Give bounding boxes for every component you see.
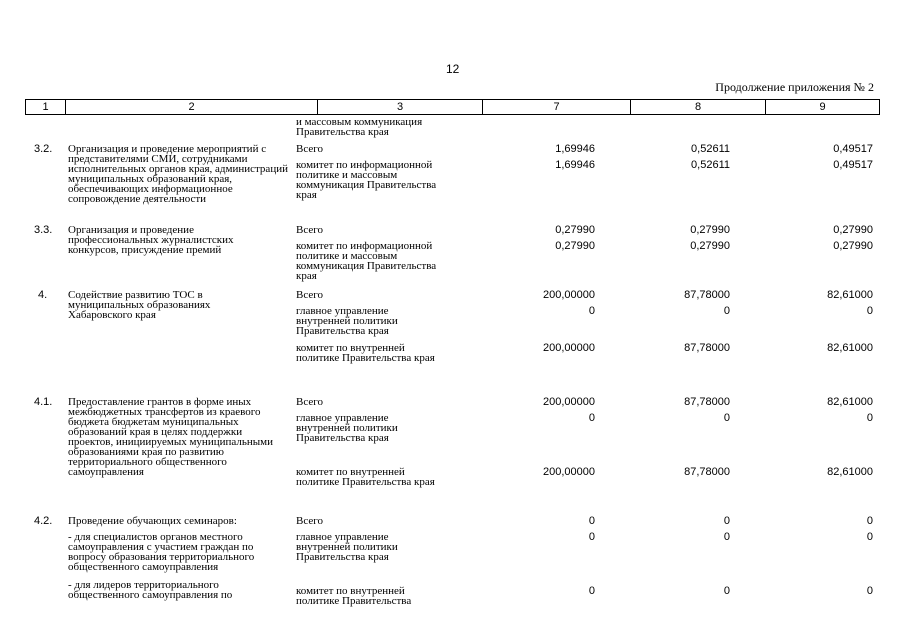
row-label: Всего — [296, 515, 323, 527]
item-title: Содействие развитию ТОС в муниципальных образованиях Хабаровского края — [68, 289, 211, 321]
item-number: 4. — [38, 289, 48, 301]
cell-col9: 0,27990 — [833, 224, 873, 236]
cell-col8: 0,27990 — [690, 224, 730, 236]
cell-col7: 0 — [588, 412, 595, 424]
item-title: Предоставление грантов в форме иных межбюджетных трансфертов из краевого бюджета бюджетам муниципальных образований края в целях поддержки проектов, инициируемых муниципальными образованиями края по развитию территориального общественного самоуправления — [68, 396, 273, 478]
item-subtitle: - для специалистов органов местного самоуправления с участием граждан по вопросу образования территориального общественного самоуправления — [68, 531, 255, 573]
cell-col8: 0 — [723, 531, 730, 543]
row-label: главное управление внутренней политики Правительства края — [296, 305, 398, 337]
row-label: комитет по внутренней политике Правительства края — [296, 466, 435, 488]
continuation-caption: Продолжение приложения № 2 — [715, 80, 874, 94]
item-title: Организация и проведение мероприятий с представителями СМИ, сотрудниками исполнительных органов края, администраций муниципальных образований края, обеспечивающих информационное сопровождение деятельности — [68, 143, 288, 205]
item-number: 4.1. — [34, 396, 53, 408]
cell-col8: 0 — [723, 305, 730, 317]
cell-col7: 0 — [588, 585, 595, 597]
cell-col7: 200,00000 — [543, 466, 595, 478]
cell-col9: 0,49517 — [833, 143, 873, 155]
row-label: Всего — [296, 143, 323, 155]
table-header — [25, 99, 880, 115]
header-col-3: 3 — [318, 100, 483, 114]
row-label: главное управление внутренней политики Правительства края — [296, 412, 398, 444]
item-subtitle: - для лидеров территориального общественного самоуправления по — [68, 579, 233, 601]
cell-col9: 82,61000 — [827, 289, 873, 301]
row-label: комитет по информационной политике и массовым коммуникация Правительства края — [296, 240, 437, 282]
cell-col9: 0,49517 — [833, 159, 873, 171]
row-label: Всего — [296, 289, 323, 301]
item-title: Организация и проведение профессиональных журналистских конкурсов, присуждение премий — [68, 224, 234, 256]
cell-col8: 87,78000 — [684, 396, 730, 408]
cell-col7: 200,00000 — [543, 342, 595, 354]
carry-over-text: и массовым коммуникация Правительства края — [296, 116, 423, 138]
cell-col7: 1,69946 — [555, 159, 595, 171]
item-number: 3.2. — [34, 143, 53, 155]
cell-col9: 0,27990 — [833, 240, 873, 252]
header-col-1: 1 — [26, 100, 66, 114]
header-col-7: 7 — [483, 100, 631, 114]
header-col-9: 9 — [819, 101, 826, 113]
row-label: Всего — [296, 396, 323, 408]
cell-col7: 0,27990 — [555, 224, 595, 236]
cell-col8: 0 — [723, 585, 730, 597]
cell-col8: 87,78000 — [684, 342, 730, 354]
cell-col9: 0 — [866, 515, 873, 527]
header-col-2: 2 — [66, 100, 318, 114]
cell-col9: 0 — [866, 412, 873, 424]
item-number: 4.2. — [34, 515, 53, 527]
cell-col8: 0 — [723, 412, 730, 424]
cell-col9: 82,61000 — [827, 396, 873, 408]
row-label: комитет по внутренней политике Правительства края — [296, 342, 435, 364]
cell-col7: 0 — [588, 515, 595, 527]
cell-col7: 200,00000 — [543, 396, 595, 408]
cell-col8: 87,78000 — [684, 466, 730, 478]
cell-col8: 0,52611 — [691, 143, 730, 155]
cell-col7: 0 — [588, 305, 595, 317]
row-label: комитет по информационной политике и массовым коммуникация Правительства края — [296, 159, 437, 201]
cell-col7: 0,27990 — [555, 240, 595, 252]
cell-col8: 0,52611 — [691, 159, 730, 171]
header-col-8: 8 — [631, 100, 766, 114]
cell-col7: 0 — [588, 531, 595, 543]
cell-col9: 0 — [866, 585, 873, 597]
cell-col8: 0 — [723, 515, 730, 527]
cell-col8: 0,27990 — [690, 240, 730, 252]
cell-col8: 87,78000 — [684, 289, 730, 301]
page-number: 12 — [446, 62, 460, 76]
row-label: комитет по внутренней политике Правительства — [296, 585, 412, 607]
cell-col9: 82,61000 — [827, 342, 873, 354]
cell-col7: 200,00000 — [543, 289, 595, 301]
cell-col9: 0 — [866, 305, 873, 317]
item-title: Проведение обучающих семинаров: — [68, 515, 237, 527]
cell-col9: 82,61000 — [827, 466, 873, 478]
row-label: Всего — [296, 224, 323, 236]
item-number: 3.3. — [34, 224, 53, 236]
row-label: главное управление внутренней политики Правительства края — [296, 531, 398, 563]
cell-col7: 1,69946 — [555, 143, 595, 155]
cell-col9: 0 — [866, 531, 873, 543]
